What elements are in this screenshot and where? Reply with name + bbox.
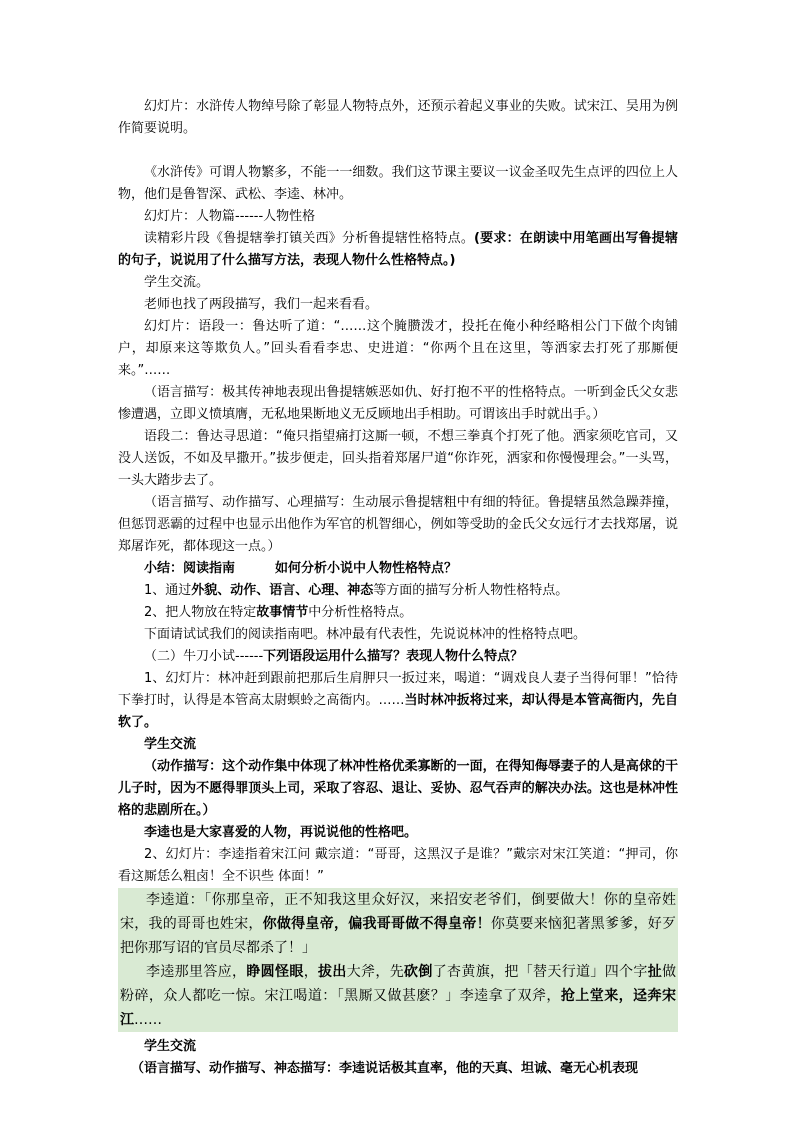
li-kui-analysis: （语言描写、动作描写、神态描写：李逵说话极其直率，他的天真、坦诚、毫无心机表现 [131, 1061, 639, 1076]
excerpt-2-i: 做粉碎，众人都吃一惊。宋江喝道：「黑厮又做甚麽？」李逵拿了双斧， [120, 964, 677, 1004]
guide-point-2-c: 中分析性格特点。 [308, 605, 413, 620]
student-discussion-2: 学生交流 [144, 737, 197, 752]
intro-paragraph: 《水浒传》可谓人物繁多，不能一一细数。我们这节课主要议一议金圣叹先生点评的四位上人物，他们是鲁智深、武松、李逵、林冲。 [118, 165, 678, 202]
excerpt-1-a: 李逵道：「你那皇帝，正不知我这里众好汉，来招安老爷们，倒要做大！你的皇帝姓宋，我的哥哥也姓宋， [120, 892, 676, 932]
lin-chong-passage-text: 1、幻灯片：林冲赶到跟前把那后生肩胛只一扳过来，喝道：“调戏良人妻子当得何罪！”恰待下拳打时，认得是本管高太尉螟蛉之高衙内。…… [118, 671, 678, 708]
reading-task-text: 读精彩片段《鲁提辖拳打镇关西》分析鲁提辖性格特点。 [144, 231, 475, 246]
excerpt-2-draw: 拔出 [318, 964, 347, 980]
lin-chong-passage-bold: 当时林冲扳将过来，却认得是本管高衙内，先自软了。 [118, 693, 678, 730]
reading-task-requirement: (要求：在朗读中用笔画出写鲁提辖的句子，说说用了什么描写方法，表现人物什么性格特点。) [118, 231, 678, 268]
student-discussion-1: 学生交流。 [144, 275, 210, 290]
lin-chong-passage [118, 668, 678, 734]
passage-one-analysis: （语言描写：极其传神地表现出鲁提辖嫉恶如仇、好打抱不平的性格特点。一听到金氏父女悲惨遭遇，立即义愤填膺，无私地果断地义无反顾地出手相助。可谓该出手时就出手。） [118, 385, 678, 422]
passage-two-analysis: （语言描写、动作描写、心理描写：生动展示鲁提辖粗中有细的特征。鲁提辖虽然急躁莽撞，但惩罚恶霸的过程中也显示出他作为军官的机智细心，例如等受助的金氏父女远行才去找郑屠，说郑屠诈死，都体现这一点。） [118, 495, 678, 554]
summary-label: 小结：阅读指南 [144, 561, 236, 576]
guide-point-1-a: 1、通过 [144, 583, 192, 598]
blank-line [118, 140, 678, 162]
excerpt-1-bold: 你做得皇帝，偏我哥哥做不得皇帝！ [262, 916, 491, 932]
li-kui-slide: 2、幻灯片：李逵指着宋江问 戴宗道：“哥哥，这黑汉子是谁？”戴宗对宋江笑道：“押司，你看这厮恁么粗卤！全不识些 体面！” [118, 847, 678, 884]
slide-question-nicknames: 幻灯片：水浒传人物绰号除了彰显人物特点外，还预示着起义事业的失败。试宋江、吴用为例作简要说明。 [118, 99, 678, 136]
excerpt-2-a: 李逵那里答应， [146, 964, 247, 980]
guide-point-1-keywords: 外貌、动作、语言、心理、神态 [191, 583, 374, 598]
excerpt-2-rush: 抢上堂来，迳奔宋江 [120, 988, 677, 1028]
reading-task [118, 228, 678, 272]
excerpt-2-ellipsis: …… [134, 1012, 162, 1028]
guide-point-2-keywords: 故事情节 [256, 605, 309, 620]
excerpt-2-eyes: 睁圆怪眼 [246, 964, 304, 980]
guide-point-2 [118, 602, 678, 624]
passage-two: 语段二：鲁达寻思道：“俺只指望痛打这厮一顿，不想三拳真个打死了他。洒家须吃官司，又没人送饭，不如及早撒开。”拔步便走，回头指着郑屠尸道“你诈死，洒家和你慢慢理会。”一头骂，一头大踏步去了。 [118, 429, 678, 488]
li-kui-intro: 李逵也是大家喜爱的人物，再说说他的性格吧。 [144, 825, 418, 840]
slide-character-title: 幻灯片：人物篇------人物性格 [144, 209, 316, 224]
transition-paragraph: 下面请试试我们的阅读指南吧。林冲最有代表性，先说说林冲的性格特点吧。 [144, 627, 587, 642]
highlighted-excerpt [118, 888, 678, 1032]
student-discussion-3: 学生交流 [144, 1039, 197, 1054]
summary-heading [118, 558, 678, 580]
practice-heading [118, 646, 678, 668]
summary-question: 如何分析小说中人物性格特点？ [275, 561, 458, 576]
practice-label: （二）牛刀小试------ [144, 649, 264, 664]
excerpt-2-e: 大斧，先 [346, 964, 405, 980]
excerpt-paragraph-2 [120, 960, 676, 1032]
excerpt-paragraph-1 [120, 888, 676, 960]
excerpt-1-c: 你莫要来恼犯著黑爹爹，好歹把你那写诏的官员尽都杀了！」 [120, 916, 677, 956]
excerpt-2-g: 了杏黄旗，把「替天行道」四个字 [432, 964, 648, 980]
practice-question: 下列语段运用什么描写？表现人物什么特点？ [263, 649, 524, 664]
document-body [118, 96, 678, 1080]
guide-point-1 [118, 580, 678, 602]
excerpt-2-chop: 砍倒 [404, 964, 433, 980]
teacher-note: 老师也找了两段描写，我们一起来看看。 [144, 297, 379, 312]
passage-one: 幻灯片：语段一：鲁达听了道：“……这个腌臜泼才，投托在俺小种经略相公门下做个肉铺户，却原来这等欺负人。”回头看看李忠、史进道：“你两个且在这里，等洒家去打死了那厮便来。”…… [118, 319, 678, 378]
guide-point-1-c: 等方面的描写分析人物性格特点。 [373, 583, 569, 598]
guide-point-2-a: 2、把人物放在特定 [144, 605, 257, 620]
excerpt-2-tear: 扯 [647, 964, 663, 980]
lin-chong-analysis: （动作描写：这个动作集中体现了林冲性格优柔寡断的一面，在得知侮辱妻子的人是高俅的干儿子时，因为不愿得罪顶头上司，采取了容忍、退让、妥协、忍气吞声的解决办法。这也是林冲性格的悲剧所在。） [118, 759, 678, 818]
excerpt-2-comma: ， [303, 964, 319, 980]
